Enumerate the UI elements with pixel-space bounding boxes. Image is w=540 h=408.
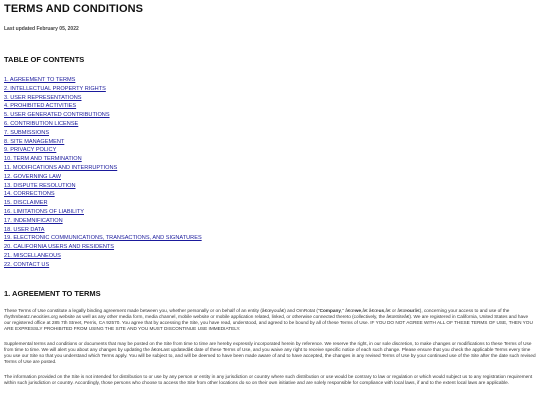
distribution-paragraph: The information provided on the Site is not intended for distribution to or use by any person or entity in any jurisdiction or country where such distribution or use would be contrary to law or regulation or which would subject us to any registration requirement within such jurisdiction or country. Accordingly, those persons who choose to access the Site from other locations do so on their own initiative and are solely responsible for compliance with local laws, if and to the extent local laws are applicable. xyxy=(4,374,533,386)
toc-item xyxy=(4,164,536,173)
toc-item xyxy=(4,102,536,111)
toc-link-user-data[interactable]: 18. USER DATA xyxy=(4,226,45,233)
toc-item xyxy=(4,85,536,94)
terms-page xyxy=(0,3,540,386)
toc-item xyxy=(4,243,536,252)
agreement-paragraph xyxy=(4,308,536,332)
agreement-text-b: ," â€œ xyxy=(340,307,355,313)
toc-item xyxy=(4,129,536,138)
toc-link-miscellaneous[interactable]: 21. MISCELLANEOUS xyxy=(4,252,61,259)
toc-link-contact-us[interactable]: 22. CONTACT US xyxy=(4,261,50,268)
toc-link-intellectual-property-rights[interactable]: 2. INTELLECTUAL PROPERTY RIGHTS xyxy=(4,85,106,92)
toc-item xyxy=(4,155,536,164)
table-of-contents xyxy=(4,76,536,270)
toc-item xyxy=(4,94,536,103)
toc-link-corrections[interactable]: 14. CORRECTIONS xyxy=(4,191,55,198)
our-term: our xyxy=(407,307,415,313)
toc-link-site-management[interactable]: 8. SITE MANAGEMENT xyxy=(4,138,65,145)
toc-link-user-generated-contributions[interactable]: 5. USER GENERATED CONTRIBUTIONS xyxy=(4,112,110,119)
toc-item xyxy=(4,173,536,182)
agreement-text-a: These Terms of Use constitute a legally binding agreement made between you, whether personally or on behalf of an entity (â€œyouâ€) and OmRotat (" xyxy=(4,307,320,313)
agreement-text-d: ,â€ or â€œ xyxy=(384,307,407,313)
toc-item xyxy=(4,199,536,208)
toc-link-prohibited-activities[interactable]: 4. PROHIBITED ACTIVITIES xyxy=(4,103,77,110)
toc-item xyxy=(4,252,536,261)
agreement-text-c: ,â€ â€œ xyxy=(361,307,379,313)
toc-item xyxy=(4,120,536,129)
toc-item xyxy=(4,234,536,243)
toc-link-california-users[interactable]: 20. CALIFORNIA USERS AND RESIDENTS xyxy=(4,244,115,251)
toc-link-user-representations[interactable]: 3. USER REPRESENTATIONS xyxy=(4,94,82,101)
toc-item xyxy=(4,217,536,226)
section-title-agreement-to-terms: 1. AGREEMENT TO TERMS xyxy=(4,288,101,298)
toc-link-dispute-resolution[interactable]: 13. DISPUTE RESOLUTION xyxy=(4,182,76,189)
toc-link-limitations-of-liability[interactable]: 16. LIMITATIONS OF LIABILITY xyxy=(4,208,84,215)
toc-link-privacy-policy[interactable]: 9. PRIVACY POLICY xyxy=(4,147,57,154)
toc-link-modifications-and-interruptions[interactable]: 11. MODIFICATIONS AND INTERRUPTIONS xyxy=(4,164,118,171)
toc-link-submissions[interactable]: 7. SUBMISSIONS xyxy=(4,129,50,136)
toc-heading: TABLE OF CONTENTS xyxy=(4,55,85,64)
page-title: TERMS AND CONDITIONS xyxy=(4,3,144,15)
toc-item xyxy=(4,111,536,120)
toc-link-agreement-to-terms[interactable]: 1. AGREEMENT TO TERMS xyxy=(4,77,76,83)
toc-item xyxy=(4,261,536,270)
last-updated-date: Last updated February 05, 2022 xyxy=(4,26,79,32)
toc-link-indemnification[interactable]: 17. INDEMNIFICATION xyxy=(4,217,63,224)
agreement-text-e: â€), concerning your access to and use of the rhythmbeatz.neocities.org website as well as any other media form, media channel, mobile website or mobile application related, linked, or otherwise connected thereto (collectively, the â€œSiteâ€). We are registered in California, United States and have our registered office at 285 7th Street, Perris, CA 92570. You agree that by accessing the Site, you have read, understood, and agreed to be bound by all of these Terms of Use. IF YOU DO NOT AGREE WITH ALL OF THESE TERMS OF USE, THEN YOU ARE EXPRESSLY PROHIBITED FROM USING THE SITE AND YOU MUST DISCONTINUE USE IMMEDIATELY. xyxy=(4,307,533,331)
toc-link-contribution-license[interactable]: 6. CONTRIBUTION LICENSE xyxy=(4,120,79,127)
toc-link-term-and-termination[interactable]: 10. TERM AND TERMINATION xyxy=(4,156,82,163)
toc-item xyxy=(4,226,536,235)
toc-item xyxy=(4,190,536,199)
toc-link-governing-law[interactable]: 12. GOVERNING LAW xyxy=(4,173,61,180)
company-term: Company xyxy=(319,307,341,313)
toc-item xyxy=(4,146,536,155)
us-term: us xyxy=(378,307,385,313)
toc-item xyxy=(4,208,536,217)
we-term: we xyxy=(354,307,362,313)
toc-link-electronic-communications[interactable]: 19. ELECTRONIC COMMUNICATIONS, TRANSACTIONS, AND SIGNATURES xyxy=(4,235,202,242)
supplemental-terms-paragraph: Supplemental terms and conditions or documents that may be posted on the Site from time to time are hereby expressly incorporated herein by reference. We reserve the right, in our sole discretion, to make changes or modifications to these Terms of Use from time to time. We will alert you about any changes by updating the â€œLast updatedâ€ date of these Terms of Use, and you waive any right to receive specific notice of each such change. Please ensure that you check the applicable Terms every time you use our Site so that you understand which Terms apply. You will be subject to, and will be deemed to have been made aware of and to have accepted, the changes in any revised Terms of Use by your continued use of the Site after the date such revised Terms of Use are posted. xyxy=(4,340,536,365)
toc-link-disclaimer[interactable]: 15. DISCLAIMER xyxy=(4,200,48,207)
toc-item xyxy=(4,138,536,147)
toc-item xyxy=(4,76,536,85)
toc-item xyxy=(4,182,536,191)
